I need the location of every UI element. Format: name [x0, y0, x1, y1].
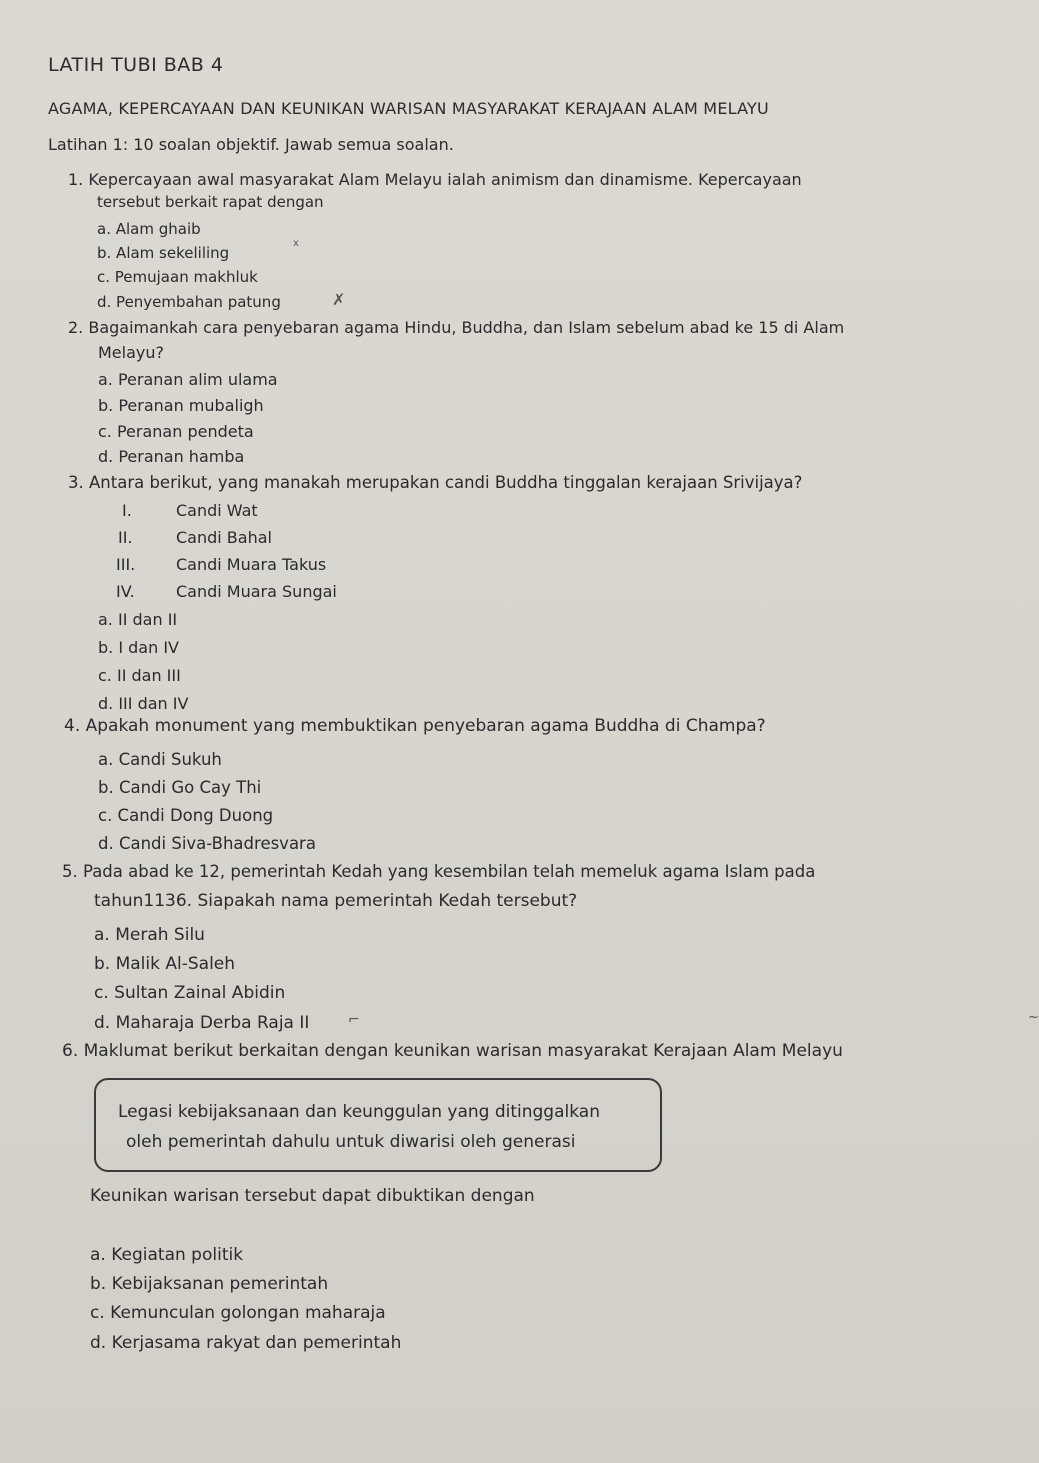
question-1-option-c[interactable]: c. Pemujaan makhluk [97, 268, 258, 286]
question-2-option-b[interactable]: b. Peranan mubaligh [98, 396, 264, 415]
question-1-line-2: tersebut berkait rapat dengan [97, 193, 324, 211]
question-2-option-d[interactable]: d. Peranan hamba [98, 447, 245, 466]
instruction-text: Latihan 1: 10 soalan objektif. Jawab semua soalan. [48, 135, 454, 154]
pencil-dash-icon: ~ [1028, 1010, 1039, 1025]
chapter-subtitle: AGAMA, KEPERCAYAAN DAN KEUNIKAN WARISAN MASYARAKAT KERAJAAN ALAM MELAYU [48, 99, 769, 118]
question-4-option-d[interactable]: d. Candi Siva-Bhadresvara [98, 834, 316, 853]
question-1-line-1: 1. Kepercayaan awal masyarakat Alam Melayu ialah animism dan dinamisme. Kepercayaan [68, 170, 802, 189]
question-4-line-1: 4. Apakah monument yang membuktikan penyebaran agama Buddha di Champa? [64, 716, 766, 736]
pencil-dot-icon: x [293, 238, 299, 249]
question-3-line-1: 3. Antara berikut, yang manakah merupakan candi Buddha tinggalan kerajaan Srivijaya? [68, 473, 803, 492]
statement-1-num: I. [122, 501, 132, 520]
statement-3-num: III. [116, 555, 136, 574]
question-5-option-b[interactable]: b. Malik Al-Saleh [94, 954, 236, 974]
statement-4-num: IV. [116, 582, 135, 601]
question-3-option-a[interactable]: a. II dan II [98, 610, 178, 629]
question-3-option-b[interactable]: b. I dan IV [98, 638, 179, 657]
pencil-mark-icon: ✗ [332, 290, 346, 309]
question-6-line-1: 6. Maklumat berikut berkaitan dengan keunikan warisan masyarakat Kerajaan Alam Melayu [62, 1041, 843, 1061]
info-box [94, 1078, 662, 1172]
question-6-option-a[interactable]: a. Kegiatan politik [90, 1245, 244, 1265]
question-6-option-c[interactable]: c. Kemunculan golongan maharaja [90, 1303, 386, 1323]
statement-1-text: Candi Wat [176, 501, 258, 520]
question-2-line-2: Melayu? [98, 343, 164, 362]
question-5-line-1: 5. Pada abad ke 12, pemerintah Kedah yang kesembilan telah memeluk agama Islam pada [62, 862, 816, 881]
question-2-line-1: 2. Bagaimankah cara penyebaran agama Hindu, Buddha, dan Islam sebelum abad ke 15 di Alam [68, 318, 845, 337]
question-4-option-c[interactable]: c. Candi Dong Duong [98, 806, 274, 825]
question-6-option-b[interactable]: b. Kebijaksanan pemerintah [90, 1274, 329, 1294]
statement-4-text: Candi Muara Sungai [176, 582, 337, 601]
question-4-option-a[interactable]: a. Candi Sukuh [98, 750, 222, 769]
statement-3-text: Candi Muara Takus [176, 555, 327, 574]
question-2-option-c[interactable]: c. Peranan pendeta [98, 422, 254, 441]
question-1-option-d[interactable]: d. Penyembahan patung [97, 293, 281, 311]
question-5-option-d[interactable]: d. Maharaja Derba Raja II [94, 1013, 310, 1033]
question-3-option-d[interactable]: d. III dan IV [98, 694, 189, 713]
info-box-line-2: oleh pemerintah dahulu untuk diwarisi oleh generasi [126, 1132, 576, 1152]
question-3-option-c[interactable]: c. II dan III [98, 666, 181, 685]
question-6-followup: Keunikan warisan tersebut dapat dibuktikan dengan [90, 1186, 535, 1206]
question-6-option-d[interactable]: d. Kerjasama rakyat dan pemerintah [90, 1333, 402, 1353]
info-box-line-1: Legasi kebijaksanaan dan keunggulan yang ditinggalkan [118, 1102, 600, 1122]
question-4-option-b[interactable]: b. Candi Go Cay Thi [98, 778, 262, 797]
question-5-line-2: tahun1136. Siapakah nama pemerintah Kedah tersebut? [94, 891, 578, 911]
worksheet-title: LATIH TUBI BAB 4 [48, 54, 224, 76]
question-1-option-a[interactable]: a. Alam ghaib [97, 220, 201, 238]
question-5-option-a[interactable]: a. Merah Silu [94, 925, 205, 945]
statement-2-text: Candi Bahal [176, 528, 272, 547]
pencil-tick-icon: ⌐ [348, 1012, 360, 1028]
question-2-option-a[interactable]: a. Peranan alim ulama [98, 370, 278, 389]
statement-2-num: II. [118, 528, 133, 547]
question-1-option-b[interactable]: b. Alam sekeliling [97, 244, 230, 262]
question-5-option-c[interactable]: c. Sultan Zainal Abidin [94, 983, 286, 1003]
